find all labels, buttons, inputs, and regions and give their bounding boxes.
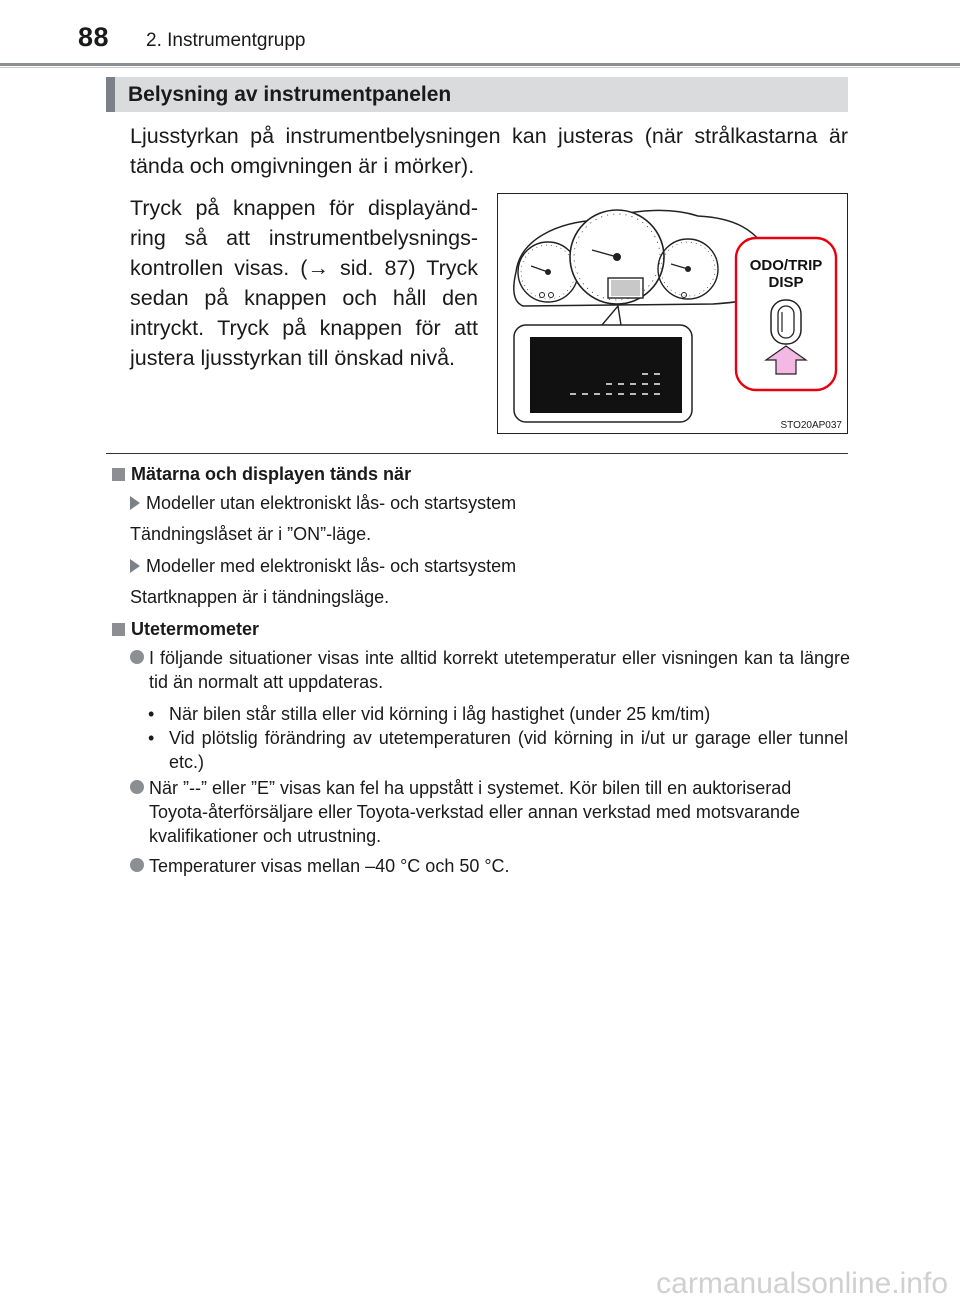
triangle-bullet-icon: [130, 559, 140, 573]
chapter-title: 2. Instrumentgrupp: [146, 30, 306, 51]
meters-heading-text: Mätarna och displayen tänds när: [131, 464, 412, 484]
thermo-bullet-2: [130, 776, 850, 848]
left-gauge-icon: [518, 242, 578, 302]
push-button-icon: [771, 300, 801, 344]
header-rule: [0, 63, 960, 66]
section-tab-marker: [106, 77, 115, 112]
square-bullet-icon: [112, 468, 125, 481]
header-rule-thin: [0, 67, 960, 68]
speedometer-icon: [570, 210, 664, 304]
triangle-bullet-icon: [130, 496, 140, 510]
disp-label: DISP: [768, 274, 804, 291]
section-title: Belysning av instrumentpanelen: [128, 83, 452, 106]
instrument-cluster-illustration: [498, 194, 846, 432]
page-number: 88: [78, 22, 110, 52]
dot-bullet: •: [148, 704, 155, 724]
model-without-line: [130, 493, 516, 514]
intro-paragraph: Ljusstyrkan på instrumentbelysningen kan justeras (när strålkastarna är tända och omgivningen är i mörker).: [130, 124, 848, 178]
thermo-bullet-3: [130, 854, 850, 878]
circle-bullet-icon: [130, 780, 144, 794]
section-header: [106, 77, 848, 112]
thermo-dash-2-text: Vid plötslig förändring av utetemperaturen (vid körning in i/ut ur garage eller tunnel etc.): [169, 728, 848, 772]
section-divider: [106, 453, 848, 454]
figure-code: STO20AP037: [780, 420, 842, 431]
circle-bullet-icon: [130, 650, 144, 664]
text-without: Tändningslåset är i ”ON”-läge.: [130, 524, 372, 544]
right-gauge-icon: [658, 239, 718, 299]
thermo-dash-1-text: När bilen står stilla eller vid körning i låg hastighet (under 25 km/tim): [169, 704, 711, 724]
instructions-paragraph: Tryck på knappen för displayänd-ring så att instrumentbelysnings-kontrollen visas. (→ sid. 87) Tryck sedan på knappen och håll den intryckt. Tryck på knappen för att justera ljusstyrkan till önskad nivå.: [130, 196, 478, 370]
circle-bullet-icon: [130, 858, 144, 872]
dot-bullet: •: [148, 728, 155, 748]
model-without-text: Modeller utan elektroniskt lås- och startsystem: [146, 493, 517, 513]
thermo-bullet-1: [130, 646, 850, 694]
callout-pointer: [602, 306, 621, 325]
thermo-bullet-1-text: I följande situationer visas inte alltid korrekt utetemperatur eller visningen kan ta längre tid än normalt att uppdateras.: [149, 648, 850, 692]
text-with: Startknappen är i tändningsläge.: [130, 587, 390, 607]
thermo-heading-text: Utetermometer: [131, 619, 260, 639]
odo-trip-label: ODO/TRIP: [749, 257, 823, 274]
watermark: carmanualsonline.info: [656, 1267, 948, 1300]
instrument-figure: [497, 193, 848, 434]
square-bullet-icon: [112, 623, 125, 636]
thermo-heading: [112, 619, 259, 640]
thermo-bullet-3-text: Temperaturer visas mellan –40 °C och 50 °C.: [149, 856, 510, 876]
thermo-dash-1: [148, 702, 848, 726]
thermo-dash-2: [148, 726, 848, 774]
model-with-line: [130, 556, 516, 577]
model-with-text: Modeller med elektroniskt lås- och startsystem: [146, 556, 517, 576]
thermo-bullet-2-text: När ”--” eller ”E” visas kan fel ha uppstått i systemet. Kör bilen till en auktoriserad Toyota-återförsäljare eller Toyota-verkstad eller annan verkstad med motsvarande kvalifikationer och utrustning.: [149, 778, 800, 846]
meters-heading: [112, 464, 411, 485]
display-screen: [530, 337, 682, 413]
